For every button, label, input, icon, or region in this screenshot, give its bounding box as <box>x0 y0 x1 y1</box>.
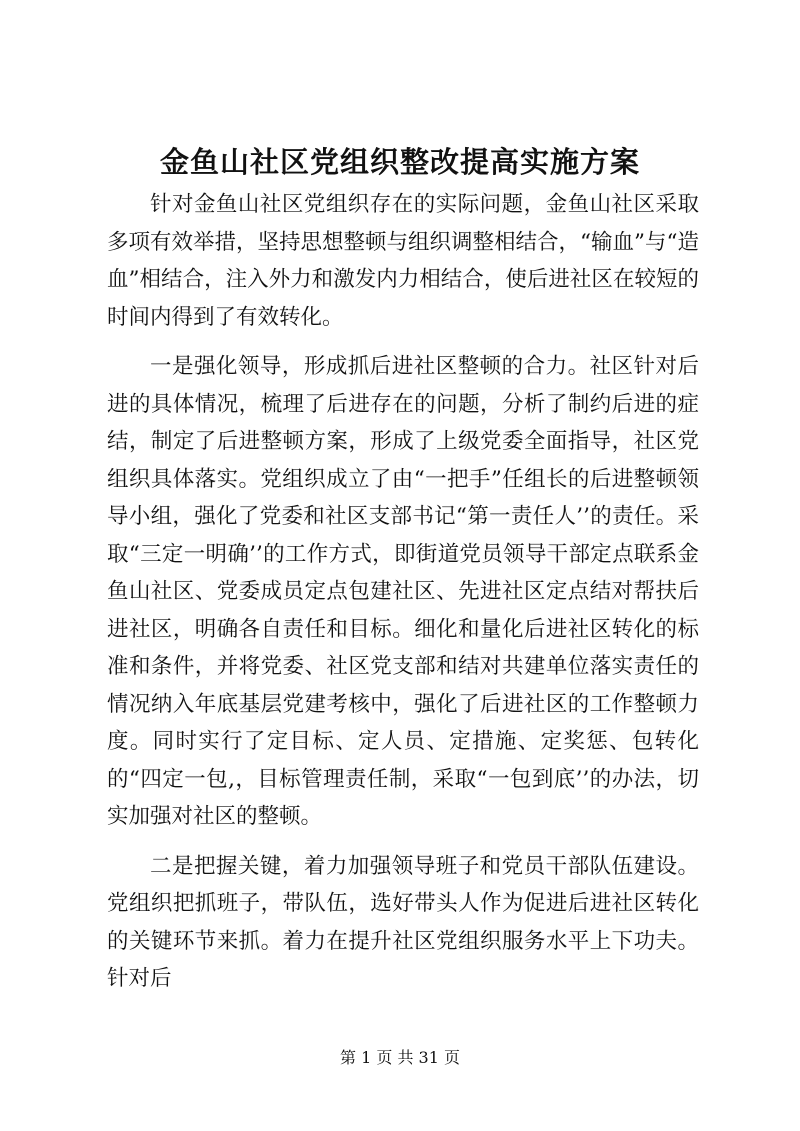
page-number-footer: 第 1 页 共 31 页 <box>340 1048 460 1067</box>
paragraph-strengthen-leadership: 一是强化领导，形成抓后进社区整顿的合力。社区针对后进的具体情况，梳理了后进存在的问题，分析了制约后进的症结，制定了后进整顿方案，形成了上级党委全面指导，社区党组织具体落实。党组织成立了由“一把手”任组长的后进整顿领导小组，强化了党委和社区支部书记“第一责任人’’的责任。采取“三定一明确’’的工作方式，即街道党员领导干部定点联系金鱼山社区、党委成员定点包建社区、先进社区定点结对帮扶后进社区，明确各自责任和目标。细化和量化后进社区转化的标准和条件，并将党委、社区党支部和结对共建单位落实责任的情况纳入年底基层党建考核中，强化了后进社区的工作整顿力度。同时实行了定目标、定人员、定措施、定奖惩、包转化的“四定一包,，目标管理责任制，采取“一包到底’’的办法，切实加强对社区的整顿。 <box>107 354 699 829</box>
document-body <box>107 186 699 998</box>
paragraph-key-team-building: 二是把握关键，着力加强领导班子和党员干部队伍建设。党组织把抓班子，带队伍，选好带头人作为促进后进社区转化的关键环节来抓。着力在提升社区党组织服务水平上下功夫。针对后 <box>107 853 699 991</box>
paragraph-intro: 针对金鱼山社区党组织存在的实际问题，金鱼山社区采取多项有效举措，坚持思想整顿与组织调整相结合，“输血”与“造血”相结合，注入外力和激发内力相结合，使后进社区在较短的时间内得到了有效转化。 <box>107 192 699 330</box>
document-title: 金鱼山社区党组织整改提高实施方案 <box>159 145 640 179</box>
